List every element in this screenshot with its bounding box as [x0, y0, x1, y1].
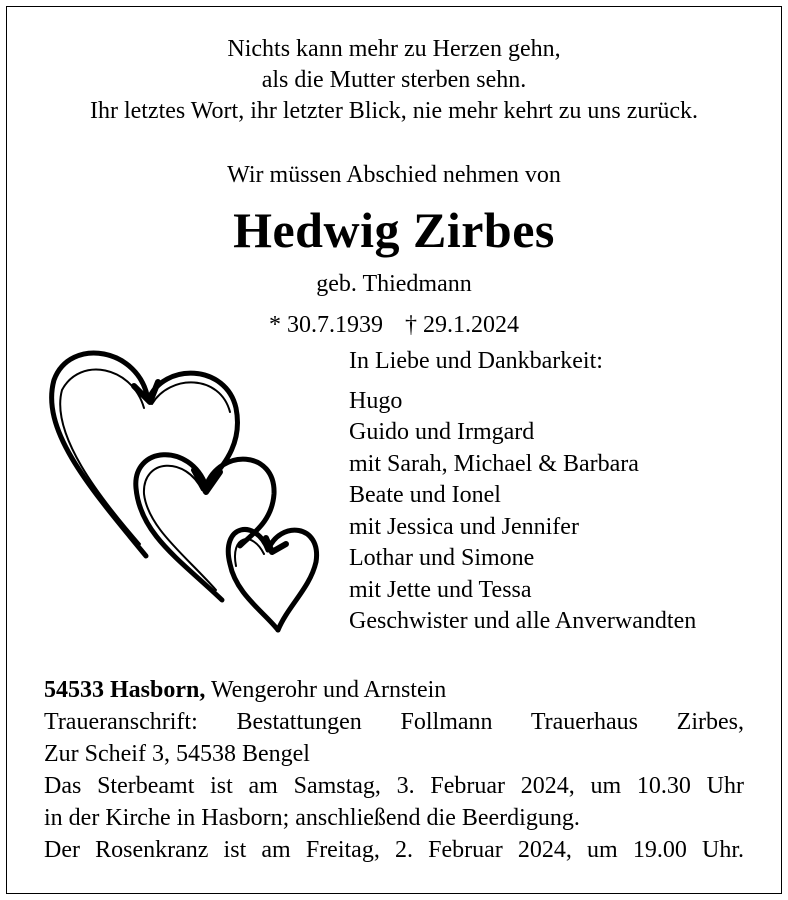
- mourner-item: Hugo: [349, 387, 403, 414]
- mourner-item: mit Sarah, Michael & Barbara: [349, 450, 639, 477]
- mourner-item: mit Jette und Tessa: [349, 576, 532, 603]
- rosary-line: Der Rosenkranz ist am Freitag, 2. Februar 2024, um 19.00 Uhr.: [44, 837, 744, 863]
- mourner-item: Lothar und Simone: [349, 545, 535, 571]
- maiden-name: geb. Thiedmann: [316, 271, 472, 297]
- mourners-list: [349, 346, 696, 638]
- funeral-info: [44, 674, 744, 866]
- three-hearts-icon: [40, 338, 330, 638]
- death-date: † 29.1.2024: [405, 312, 519, 338]
- birth-date: * 30.7.1939: [269, 312, 383, 338]
- mourning-address-line-1: Traueranschrift: Bestattungen Follmann Trauerhaus Zirbes,: [44, 709, 744, 735]
- place-line: [44, 674, 744, 706]
- mourner-item: Beate und Ionel: [349, 482, 501, 508]
- life-dates: [0, 310, 788, 340]
- mourner-item: Geschwister und alle Anverwandten: [349, 608, 697, 634]
- place-bold: 54533 Hasborn,: [44, 677, 206, 703]
- poem-line-3: Ihr letztes Wort, ihr letzter Blick, nie mehr kehrt zu uns zurück.: [89, 98, 699, 124]
- deceased-name: Hedwig Zirbes: [233, 202, 555, 258]
- poem-line-1: Nichts kann mehr zu Herzen gehn,: [227, 36, 561, 62]
- requiem-line-1: Das Sterbeamt ist am Samstag, 3. Februar 2024, um 10.30 Uhr: [44, 773, 744, 799]
- requiem-line-2: in der Kirche in Hasborn; anschließend die Beerdigung.: [44, 805, 580, 831]
- mourners-lead: In Liebe und Dankbarkeit:: [349, 348, 603, 374]
- farewell-intro: Wir müssen Abschied nehmen von: [227, 162, 561, 188]
- poem: [0, 34, 788, 127]
- poem-line-2: als die Mutter sterben sehn.: [261, 67, 527, 93]
- mourner-item: mit Jessica und Jennifer: [349, 513, 579, 540]
- place-rest: Wengerohr und Arnstein: [210, 677, 447, 703]
- mourning-address-line-2: Zur Scheif 3, 54538 Bengel: [44, 741, 310, 767]
- mourner-item: Guido und Irmgard: [349, 419, 535, 445]
